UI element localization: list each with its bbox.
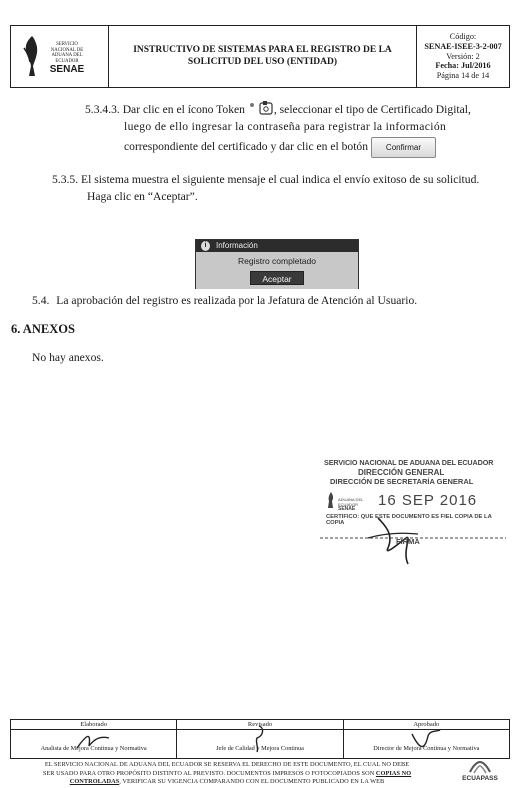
approval-cell-aprobado: Aprobado Director de Mejora Continua y Normativa bbox=[344, 720, 509, 758]
document-title: INSTRUCTIVO DE SISTEMAS PARA EL REGISTRO DE LA SOLICITUD DEL USO (ENTIDAD) bbox=[109, 26, 417, 87]
dialog-message: Registro completado bbox=[238, 256, 316, 266]
approval-table bbox=[10, 719, 510, 759]
document-disclaimer: EL SERVICIO NACIONAL DE ADUANA DEL ECUADOR SE RESERVA EL DERECHO DE ESTE DOCUMENTO, EL CUAL NO DEBE SER USADO PARA OTRO PROPÓSITO DISTINTO AL PREVISTO. DOCUMENTOS IMPRESOS O FOTOCOPIADOS SON COPIAS NO CONTROLADAS, VERIFICAR SU VIGENCIA COMPARANDO CON EL DOCUMENTO PUBLICADO EN LA WEB bbox=[42, 761, 412, 785]
stamp-firma: FIRMA bbox=[396, 537, 420, 546]
document-code-block bbox=[417, 26, 509, 87]
ecuapass-emblem-icon bbox=[456, 760, 504, 776]
org-short-name: SENAE bbox=[49, 64, 85, 75]
certification-stamp: SERVICIO NACIONAL DE ADUANA DEL ECUADOR DIRECCIÓN GENERAL DIRECCIÓN DE SECRETARÍA GENERAL ADUANA DEL ECUADOR SENAE 16 SEP 2016 CERTIFICO: QUE ESTE DOCUMENTO ES FIEL COPIA DE LA COPIA FIRMA bbox=[318, 458, 508, 558]
approval-cell-elaborado: Elaborado Analista de Mejora Continua y Normativa bbox=[11, 720, 177, 758]
section-heading-anexos: 6. ANEXOS bbox=[11, 322, 75, 336]
aceptar-button[interactable]: Aceptar bbox=[250, 271, 304, 285]
condor-emblem-icon bbox=[21, 34, 43, 78]
approval-cell-revisado: Revisado Jefe de Calidad y Mejora Continua bbox=[177, 720, 343, 758]
info-dialog bbox=[195, 239, 359, 289]
org-full-name: SERVICIO NACIONAL DE ADUANA DEL ECUADOR bbox=[50, 42, 84, 64]
info-icon: i bbox=[201, 241, 210, 251]
anexos-text: No hay anexos. bbox=[32, 351, 104, 364]
confirmar-button[interactable]: Confirmar bbox=[371, 137, 436, 158]
code-label: Código: bbox=[449, 32, 477, 42]
step-5-3-5: 5.3.5. El sistema muestra el siguiente mensaje el cual indica el envío exitoso de su solicitud. Haga clic en “Aceptar”. bbox=[52, 173, 480, 203]
ecuapass-logo: ECUAPASS bbox=[456, 760, 504, 784]
stamp-date: 16 SEP 2016 bbox=[378, 492, 478, 509]
stamp-certification: CERTIFICO: QUE ESTE DOCUMENTO ES FIEL COPIA DE LA COPIA bbox=[326, 514, 492, 526]
step-5-4: 5.4. La aprobación del registro es realizada por la Jefatura de Atención al Usuario. bbox=[32, 294, 418, 307]
page-number: Página 14 de 14 bbox=[436, 71, 490, 80]
stamp-emblem-icon bbox=[326, 491, 336, 509]
dialog-titlebar: i Información bbox=[196, 240, 358, 252]
code-value: SENAE-ISEE-3-2-007 bbox=[424, 41, 502, 51]
document-header bbox=[10, 25, 510, 88]
date: Fecha: Jul/2016 bbox=[435, 61, 491, 71]
dialog-body bbox=[196, 252, 358, 289]
senae-logo bbox=[11, 26, 109, 87]
token-icon bbox=[248, 101, 274, 115]
version: Versión: 2 bbox=[446, 51, 480, 61]
step-5-3-4-3: 5.3.4.3. Dar clic en el ícono Token , seleccionar el tipo de Certificado Digital, luego de ello ingresar la contraseña para registrar la información correspondiente del certificado y dar clic en el botón Confirmar bbox=[85, 101, 509, 158]
